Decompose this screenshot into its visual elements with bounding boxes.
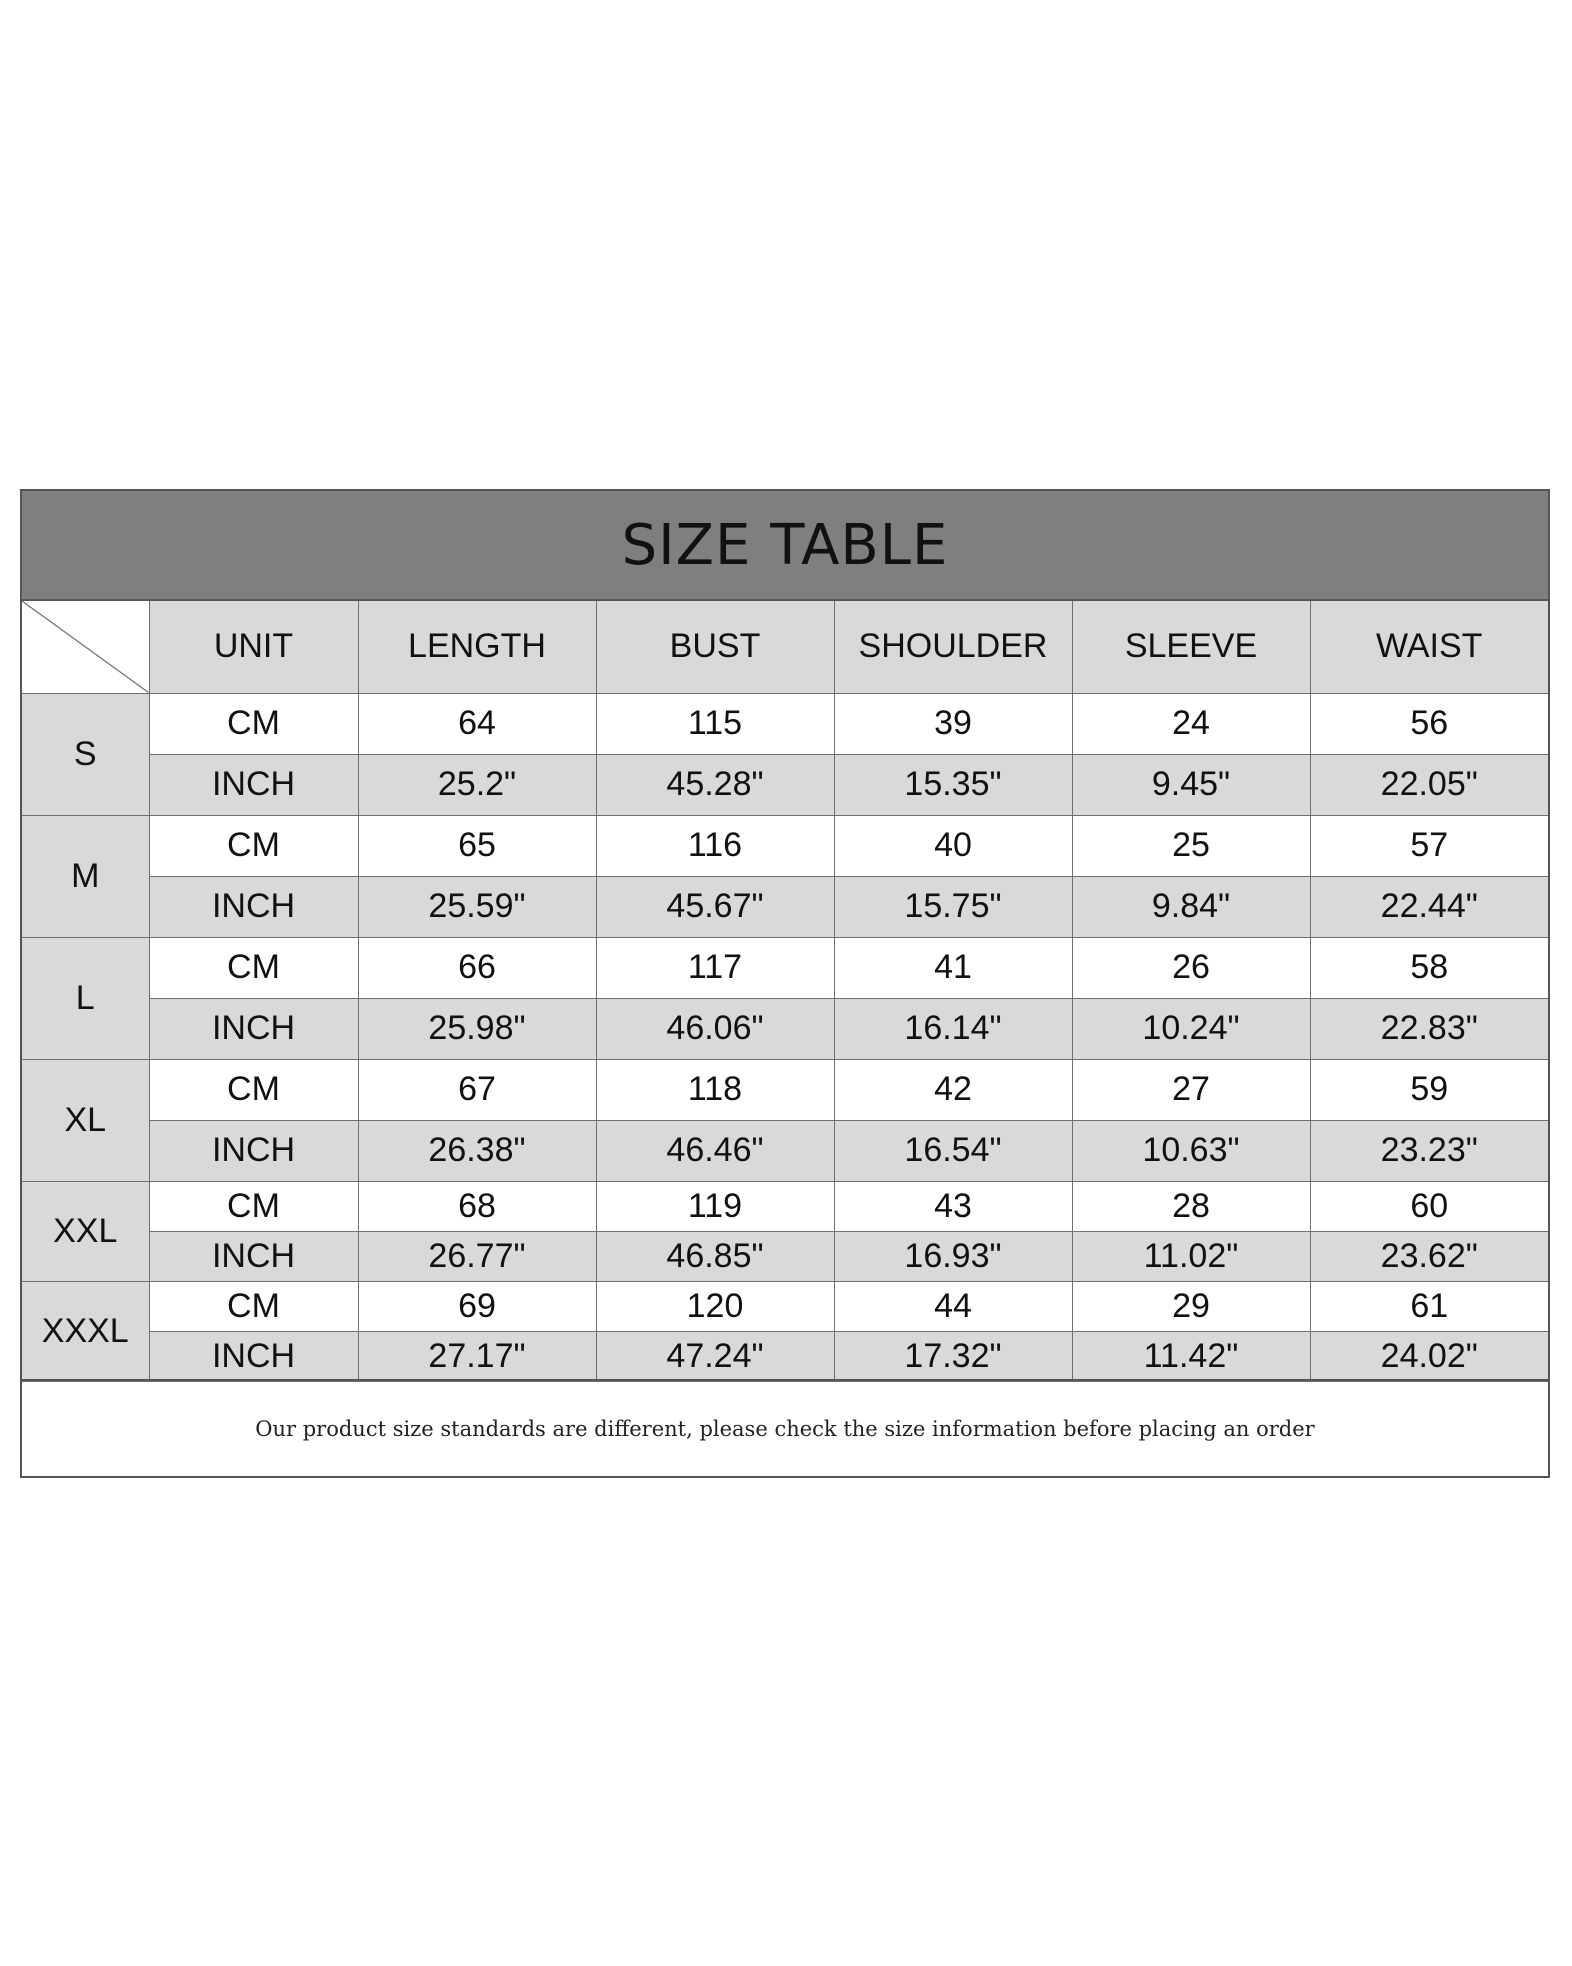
shoulder-cell: 41 [834, 937, 1072, 998]
unit-cell: CM [149, 1059, 358, 1120]
size-table [22, 601, 1548, 1382]
length-cell: 64 [358, 693, 596, 754]
sleeve-cell: 11.42" [1072, 1331, 1310, 1381]
header-shoulder: SHOULDER [834, 601, 1072, 693]
unit-cell: CM [149, 693, 358, 754]
sleeve-cell: 28 [1072, 1181, 1310, 1231]
size-label: M [22, 815, 149, 937]
waist-cell: 22.83" [1310, 998, 1548, 1059]
length-cell: 25.98" [358, 998, 596, 1059]
header-waist: WAIST [1310, 601, 1548, 693]
shoulder-cell: 16.93" [834, 1231, 1072, 1281]
shoulder-cell: 15.35" [834, 754, 1072, 815]
shoulder-cell: 44 [834, 1281, 1072, 1331]
sleeve-cell: 29 [1072, 1281, 1310, 1331]
sleeve-cell: 9.45" [1072, 754, 1310, 815]
waist-cell: 57 [1310, 815, 1548, 876]
title-bar [22, 491, 1548, 601]
bust-cell: 46.46" [596, 1120, 834, 1181]
table-row [22, 1120, 1548, 1181]
unit-cell: INCH [149, 998, 358, 1059]
unit-cell: CM [149, 1181, 358, 1231]
sleeve-cell: 10.63" [1072, 1120, 1310, 1181]
length-cell: 25.2" [358, 754, 596, 815]
table-row [22, 1059, 1548, 1120]
unit-cell: INCH [149, 1231, 358, 1281]
shoulder-cell: 42 [834, 1059, 1072, 1120]
shoulder-cell: 17.32" [834, 1331, 1072, 1381]
waist-cell: 59 [1310, 1059, 1548, 1120]
bust-cell: 118 [596, 1059, 834, 1120]
waist-cell: 24.02" [1310, 1331, 1548, 1381]
header-bust: BUST [596, 601, 834, 693]
waist-cell: 23.23" [1310, 1120, 1548, 1181]
size-label: L [22, 937, 149, 1059]
length-cell: 27.17" [358, 1331, 596, 1381]
waist-cell: 56 [1310, 693, 1548, 754]
bust-cell: 47.24" [596, 1331, 834, 1381]
table-row [22, 754, 1548, 815]
shoulder-cell: 43 [834, 1181, 1072, 1231]
sleeve-cell: 11.02" [1072, 1231, 1310, 1281]
header-unit: UNIT [149, 601, 358, 693]
shoulder-cell: 39 [834, 693, 1072, 754]
table-title: SIZE TABLE [621, 512, 949, 578]
bust-cell: 45.28" [596, 754, 834, 815]
sleeve-cell: 10.24" [1072, 998, 1310, 1059]
table-row [22, 815, 1548, 876]
waist-cell: 22.44" [1310, 876, 1548, 937]
diagonal-divider-icon [22, 601, 149, 693]
sleeve-cell: 25 [1072, 815, 1310, 876]
unit-cell: INCH [149, 754, 358, 815]
unit-cell: CM [149, 1281, 358, 1331]
size-label: XL [22, 1059, 149, 1181]
length-cell: 65 [358, 815, 596, 876]
length-cell: 66 [358, 937, 596, 998]
waist-cell: 58 [1310, 937, 1548, 998]
length-cell: 68 [358, 1181, 596, 1231]
unit-cell: INCH [149, 1120, 358, 1181]
bust-cell: 115 [596, 693, 834, 754]
shoulder-cell: 16.14" [834, 998, 1072, 1059]
waist-cell: 23.62" [1310, 1231, 1548, 1281]
header-sleeve: SLEEVE [1072, 601, 1310, 693]
table-row [22, 1181, 1548, 1231]
note-area [22, 1379, 1548, 1476]
sleeve-cell: 9.84" [1072, 876, 1310, 937]
waist-cell: 60 [1310, 1181, 1548, 1231]
bust-cell: 120 [596, 1281, 834, 1331]
shoulder-cell: 40 [834, 815, 1072, 876]
bust-cell: 46.85" [596, 1231, 834, 1281]
unit-cell: INCH [149, 876, 358, 937]
header-length: LENGTH [358, 601, 596, 693]
waist-cell: 61 [1310, 1281, 1548, 1331]
size-label: XXXL [22, 1281, 149, 1381]
bust-cell: 46.06" [596, 998, 834, 1059]
waist-cell: 22.05" [1310, 754, 1548, 815]
length-cell: 69 [358, 1281, 596, 1331]
table-row [22, 1281, 1548, 1331]
unit-cell: CM [149, 815, 358, 876]
size-label: S [22, 693, 149, 815]
table-row [22, 693, 1548, 754]
unit-cell: INCH [149, 1331, 358, 1381]
table-row [22, 1331, 1548, 1381]
bust-cell: 117 [596, 937, 834, 998]
length-cell: 25.59" [358, 876, 596, 937]
bust-cell: 119 [596, 1181, 834, 1231]
table-row [22, 876, 1548, 937]
sleeve-cell: 24 [1072, 693, 1310, 754]
table-row [22, 998, 1548, 1059]
sleeve-cell: 27 [1072, 1059, 1310, 1120]
size-chart [20, 489, 1550, 1478]
sleeve-cell: 26 [1072, 937, 1310, 998]
table-row [22, 1231, 1548, 1281]
size-note: Our product size standards are different, please check the size information before placing an order [255, 1416, 1315, 1441]
unit-cell: CM [149, 937, 358, 998]
table-row [22, 937, 1548, 998]
size-label: XXL [22, 1181, 149, 1281]
corner-cell [22, 601, 149, 693]
length-cell: 67 [358, 1059, 596, 1120]
length-cell: 26.38" [358, 1120, 596, 1181]
bust-cell: 45.67" [596, 876, 834, 937]
bust-cell: 116 [596, 815, 834, 876]
shoulder-cell: 15.75" [834, 876, 1072, 937]
header-row [22, 601, 1548, 693]
shoulder-cell: 16.54" [834, 1120, 1072, 1181]
length-cell: 26.77" [358, 1231, 596, 1281]
